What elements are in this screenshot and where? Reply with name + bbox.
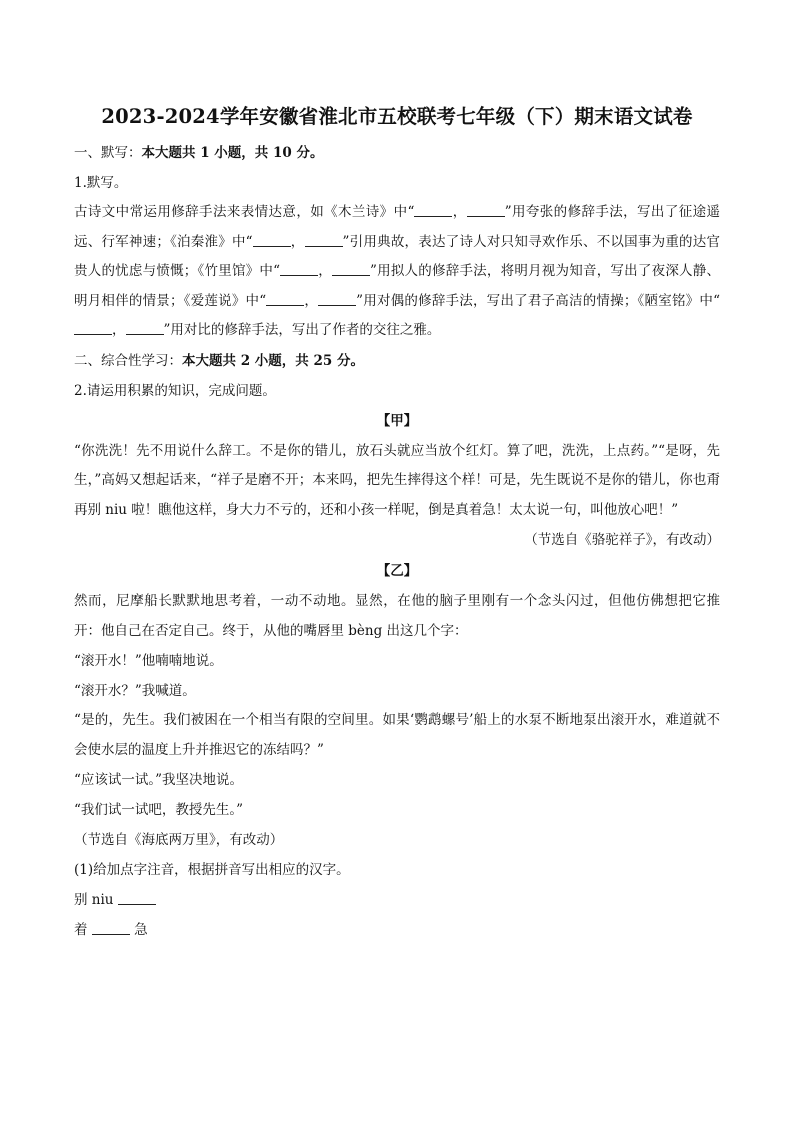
passage-yi-line-3: “滚开水？”我喊道。 [74, 683, 196, 699]
answer-blank[interactable] [253, 232, 291, 247]
question-1-body: 古诗文中常运用修辞手法来表情达意，如《木兰诗》中“ ， ”用夸张的修辞手法，写出了征途遥远、行军神速；《泊秦淮》中“ ， ”引用典故，表达了诗人对只知寻欢作乐、不以国事为重的达官贵人的忧虑与愤慨；《竹里馆》中“ ， ”用拟人的修辞手法，将明月视为知音，写出了夜深人静、明月相伴的情景；《爱莲说》中“ ， ”用对偶的修辞手法，写出了君子高洁的情操；《陋室铭》中“， ”用对比的修辞手法，写出了作者的交往之雅。 [74, 204, 721, 338]
passage-yi-para-1: 然而，尼摩船长默默地思考着，一动不动地。显然，在他的脑子里刚有一个念头闪过，但他仿佛想把它推开：他自己在否定自己。终于，从他的嘴唇里 bèng 出这几个字： [74, 593, 720, 639]
passage-jia-title: 【甲】 [376, 412, 418, 429]
exam-title: 2023-2024学年安徽省淮北市五校联考七年级（下）期末语文试卷 [101, 105, 693, 128]
section-1-heading [74, 138, 720, 168]
subquestion-1: (1)给加点字注音，根据拼音写出相应的汉字。 [74, 862, 350, 878]
answer-blank[interactable] [305, 232, 343, 247]
answer-blank[interactable] [414, 202, 452, 217]
subquestion-1-item-1: 别 niu [74, 885, 720, 915]
section-1-desc: 本大题共 1 小题，共 10 分。 [141, 145, 324, 161]
passage-yi-source: （节选自《海底两万里》，有改动） [74, 832, 284, 848]
passage-jia-source: （节选自《骆驼祥子》，有改动） [524, 532, 720, 548]
subquestion-1-item-2: 着 急 [74, 922, 148, 938]
section-2-heading [74, 346, 720, 376]
passage-yi-title: 【乙】 [376, 563, 418, 579]
answer-blank[interactable] [332, 261, 370, 276]
passage-yi-line-5: “应该试一试。”我坚决地说。 [74, 772, 244, 788]
section-2-label: 二、综合性学习： [74, 352, 182, 369]
passage-jia-text: “你洗洗！先不用说什么辞工。不是你的错儿，放石头就应当放个红灯。算了吧，洗洗，上点药。”“是呀，先生，”高妈又想起话来，“祥子是磨不开；本来吗，把先生摔得这个样！可是，先生既说不是你的错儿，你也甭再别 niu 啦！瞧他这样，身大力不亏的，还和小孩一样呢，倒是真着急！太太说一句，叫他放心吧！” [74, 442, 720, 518]
answer-blank[interactable] [318, 291, 356, 306]
answer-blank[interactable] [74, 320, 112, 335]
answer-blank[interactable] [467, 202, 505, 217]
answer-blank[interactable] [266, 291, 304, 306]
answer-blank[interactable] [118, 890, 156, 905]
answer-blank[interactable] [280, 261, 318, 276]
question-1-number: 1.默写。 [74, 175, 128, 191]
section-2-desc: 本大题共 2 小题，共 25 分。 [182, 352, 364, 369]
passage-yi-line-6: “我们试一试吧，教授先生。” [74, 802, 244, 818]
section-1-label: 一、默写： [74, 145, 142, 161]
question-2-number: 2.请运用积累的知识，完成问题。 [74, 382, 276, 399]
passage-yi-para-4: “是的，先生。我们被困在一个相当有限的空间里。如果‘鹦鹉螺号’船上的水泵不断地泵出滚开水，难道就不会使水层的温度上升并推迟它的冻结吗？” [74, 712, 720, 758]
answer-blank[interactable] [126, 320, 164, 335]
passage-yi-line-2: “滚开水！”他喃喃地说。 [74, 653, 223, 669]
answer-blank[interactable] [92, 920, 130, 935]
